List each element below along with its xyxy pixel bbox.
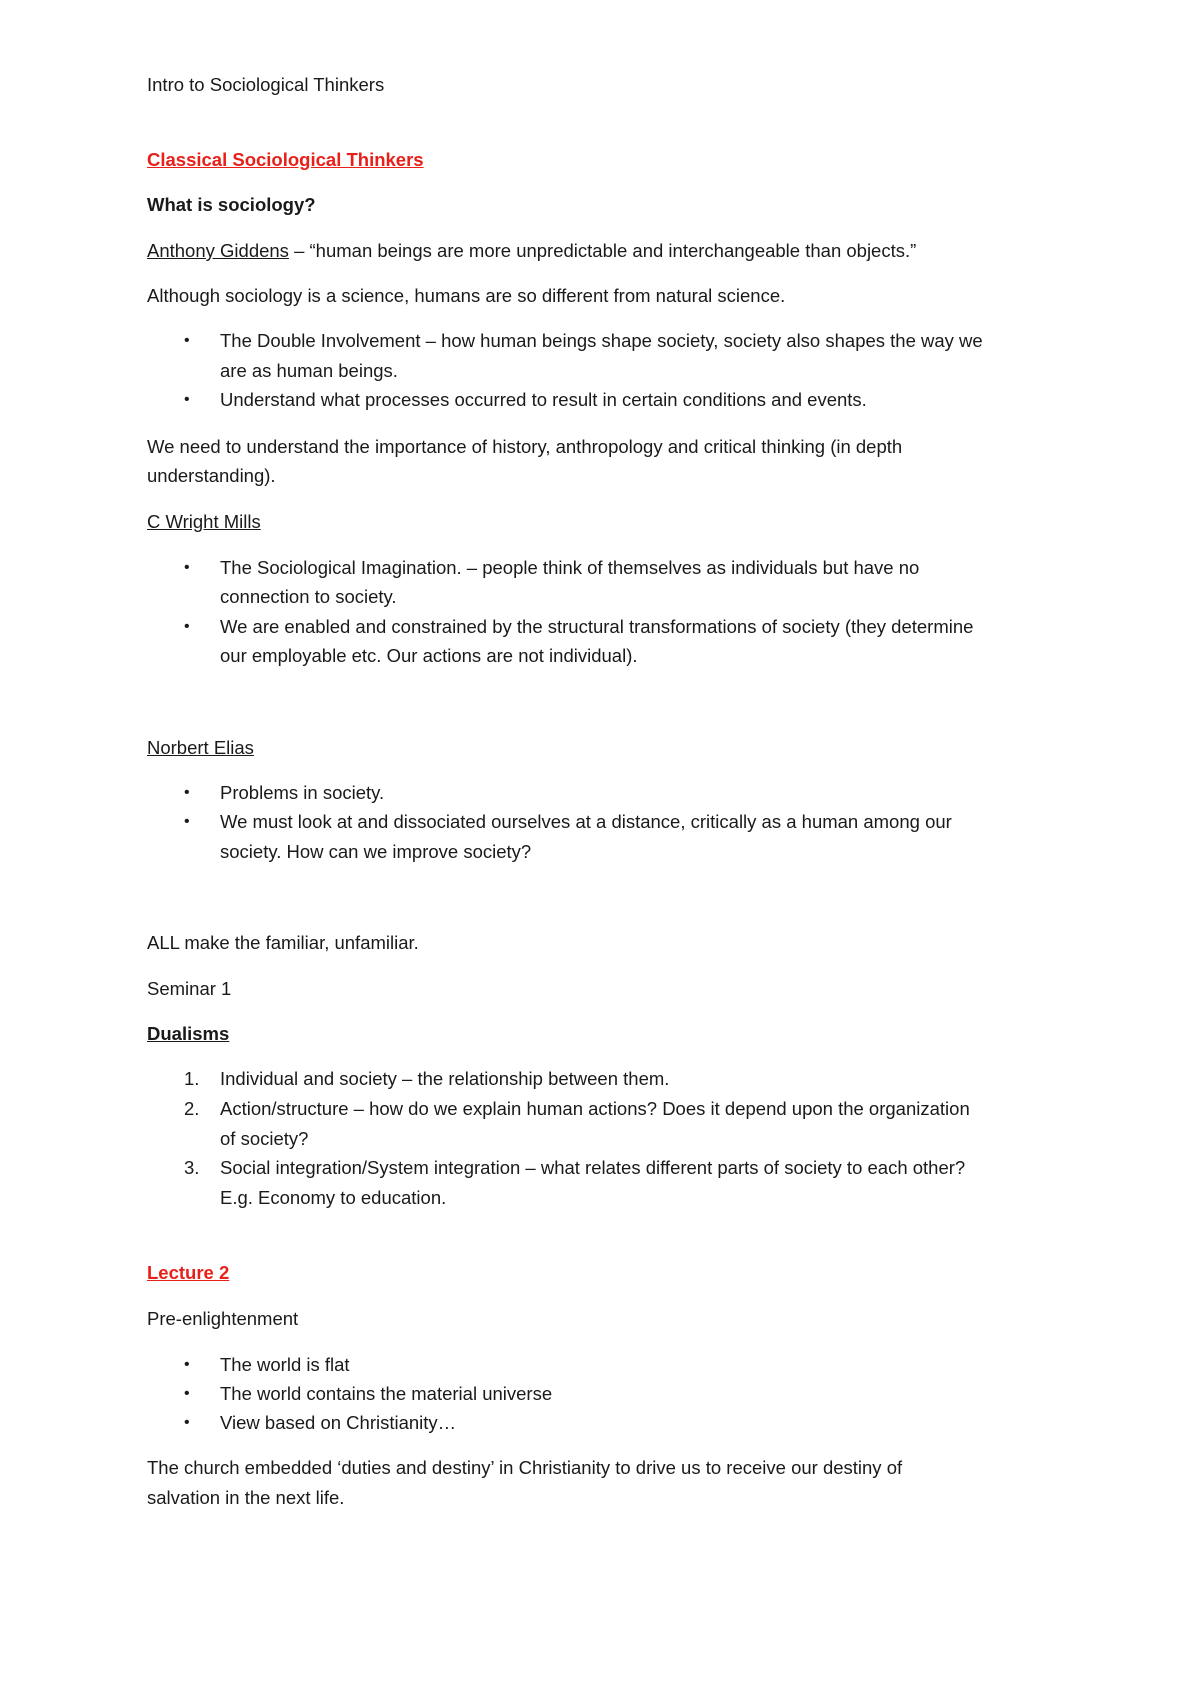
list-item-continuation: connection to society.: [220, 586, 397, 607]
what-is-sociology-heading: What is sociology?: [147, 194, 316, 215]
list-item: We are enabled and constrained by the structural transformations of society (they determine: [220, 616, 974, 637]
bullet-icon: •: [184, 618, 190, 635]
bullet-icon: •: [184, 1414, 190, 1431]
lecture2-heading: Lecture 2: [147, 1262, 230, 1283]
history-paragraph: We need to understand the importance of history, anthropology and critical thinking (in depth: [147, 436, 903, 457]
dualisms-heading: Dualisms: [147, 1023, 230, 1044]
mills-heading: C Wright Mills: [147, 511, 261, 532]
bullet-icon: •: [184, 1356, 190, 1373]
list-item-continuation: are as human beings.: [220, 360, 398, 381]
list-number: 1.: [184, 1068, 200, 1089]
although-paragraph: Although sociology is a science, humans are so different from natural science.: [147, 285, 786, 306]
elias-heading: Norbert Elias: [147, 737, 254, 758]
list-item-continuation: our employable etc. Our actions are not individual).: [220, 645, 638, 666]
church-paragraph-continuation: salvation in the next life.: [147, 1487, 345, 1508]
list-number: 2.: [184, 1098, 200, 1119]
list-item: View based on Christianity…: [220, 1412, 457, 1433]
section-heading-classical: Classical Sociological Thinkers: [147, 149, 424, 170]
bullet-icon: •: [184, 559, 190, 576]
list-item: The Double Involvement – how human beings shape society, society also shapes the way we: [220, 330, 983, 351]
all-familiar-paragraph: ALL make the familiar, unfamiliar.: [147, 932, 419, 953]
pre-enlightenment-label: Pre-enlightenment: [147, 1308, 299, 1329]
seminar-label: Seminar 1: [147, 978, 232, 999]
bullet-icon: •: [184, 1385, 190, 1402]
numbered-item-continuation: E.g. Economy to education.: [220, 1187, 447, 1208]
numbered-item: Individual and society – the relationship between them.: [220, 1068, 670, 1089]
list-item: Problems in society.: [220, 782, 385, 803]
list-item-continuation: society. How can we improve society?: [220, 841, 532, 862]
list-item: The Sociological Imagination. – people think of themselves as individuals but have no: [220, 557, 920, 578]
list-number: 3.: [184, 1157, 200, 1178]
numbered-item: Action/structure – how do we explain human actions? Does it depend upon the organization: [220, 1098, 970, 1119]
numbered-item-continuation: of society?: [220, 1128, 309, 1149]
bullet-icon: •: [184, 813, 190, 830]
bullet-icon: •: [184, 332, 190, 349]
bullet-icon: •: [184, 391, 190, 408]
giddens-name: Anthony Giddens: [147, 240, 289, 261]
history-paragraph-continuation: understanding).: [147, 465, 276, 486]
document-title: Intro to Sociological Thinkers: [147, 74, 385, 95]
church-paragraph: The church embedded ‘duties and destiny’ in Christianity to drive us to receive our destiny of: [147, 1457, 903, 1478]
list-item: The world contains the material universe: [220, 1383, 553, 1404]
giddens-quote: – “human beings are more unpredictable and interchangeable than objects.”: [288, 240, 917, 261]
list-item: Understand what processes occurred to result in certain conditions and events.: [220, 389, 867, 410]
list-item: We must look at and dissociated ourselves at a distance, critically as a human among our: [220, 811, 952, 832]
giddens-line: [147, 236, 916, 266]
bullet-icon: •: [184, 784, 190, 801]
list-item: The world is flat: [220, 1354, 350, 1375]
numbered-item: Social integration/System integration – what relates different parts of society to each other?: [220, 1157, 966, 1178]
